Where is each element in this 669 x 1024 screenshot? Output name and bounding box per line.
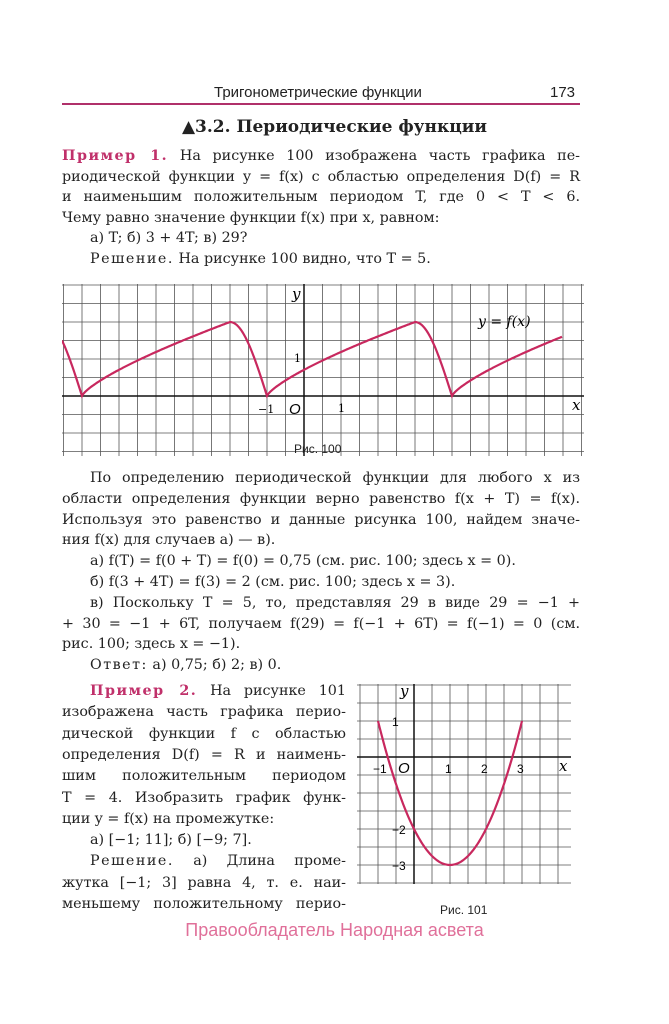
text-line	[62, 810, 346, 828]
text-line	[90, 469, 580, 487]
line-text: меньшему положительному перио-	[62, 896, 346, 912]
figure-101-caption: Рис. 101	[440, 903, 488, 917]
line-text: изображена часть графика перио-	[62, 704, 346, 721]
text-line	[62, 615, 580, 633]
text-line	[90, 682, 346, 700]
y-tick-label: 1	[392, 715, 399, 729]
text-line	[90, 250, 580, 268]
x-axis-label: x	[559, 757, 568, 775]
line-text: шим положительным периодом	[62, 768, 346, 785]
text-line	[90, 831, 346, 849]
example-label: Пример 2.	[90, 683, 198, 699]
y-axis-label: y	[292, 285, 301, 303]
text-line	[90, 552, 580, 570]
example-label: Пример 1.	[62, 148, 169, 164]
origin-label: O	[398, 760, 410, 777]
text-line	[62, 635, 580, 653]
line-text: в) Поскольку T = 5, то, представляя 29 в виде 29 = −1 +	[90, 594, 580, 611]
line-text: T = 4. Изобразить график функ-	[62, 789, 346, 806]
text-line	[90, 656, 580, 674]
text-line	[62, 746, 346, 764]
text-line	[62, 789, 346, 807]
curve-label: y = f(x)	[478, 314, 531, 330]
x-axis-label: x	[572, 396, 581, 414]
figure-100-graph	[62, 284, 584, 456]
line-text: а) Длина проме-	[173, 853, 346, 870]
y-tick-label: −2	[392, 823, 406, 837]
text-line	[62, 703, 346, 721]
line-text: + 30 = −1 + 6T, получаем f(29) = f(−1 + 6T) = f(−1) = 0 (см.	[62, 615, 580, 632]
page-number: 173	[550, 84, 576, 101]
figure-100-caption: Рис. 100	[294, 442, 342, 456]
text-line	[90, 229, 580, 247]
text-line	[62, 531, 580, 549]
solution-label: Решение.	[90, 250, 174, 267]
x-tick-label: 3	[517, 762, 524, 776]
line-text: На рисунке 100 изображена часть графика пе-	[168, 148, 580, 164]
solution-label: Ответ:	[90, 657, 148, 674]
line-text: рис. 100; здесь x = −1).	[62, 636, 241, 653]
x-tick-label: 1	[445, 762, 452, 776]
line-text: а) T; б) 3 + 4T; в) 29?	[90, 230, 248, 246]
line-text: жутка [−1; 3] равна 4, т. е. наи-	[62, 874, 346, 891]
line-text: а) 0,75; б) 2; в) 0.	[147, 657, 282, 674]
text-line	[90, 594, 580, 612]
line-text: и наименьшим положительным периодом T, где 0 < T < 6.	[62, 189, 580, 205]
origin-label: O	[289, 401, 301, 418]
text-line	[62, 490, 580, 508]
line-text: определения D(f) = R и наимень-	[62, 746, 346, 763]
y-tick-label: 1	[294, 352, 301, 365]
header-rule	[62, 103, 580, 105]
line-text: а) [−1; 11]; б) [−9; 7].	[90, 832, 252, 849]
y-axis-label: y	[400, 684, 409, 700]
line-text: На рисунке 101	[197, 683, 346, 699]
line-text: риодической функции y = f(x) с областью определения D(f) = R	[62, 168, 580, 185]
running-title: Тригонометрические функции	[214, 84, 422, 101]
text-line	[62, 188, 580, 206]
x-tick-label: −1	[258, 403, 275, 416]
line-text: Используя это равенство и данные рисунка 100, найдем значе-	[62, 511, 580, 528]
section-title: ▲3.2. Периодические функции	[181, 117, 488, 137]
text-line	[62, 511, 580, 529]
solution-label: Решение.	[90, 853, 174, 870]
line-text: ния f(x) для случаев а) — в).	[62, 532, 276, 549]
line-text: По определению периодической функции для любого x из	[90, 470, 580, 486]
text-line	[90, 852, 346, 870]
line-text: ции y = f(x) на промежутке:	[62, 810, 275, 827]
line-text: Чему равно значение функции f(x) при x, равном:	[62, 209, 440, 226]
text-line	[62, 767, 346, 785]
x-tick-label: 1	[338, 402, 345, 415]
copyright-footer: Правообладатель Народная асвета	[185, 920, 484, 940]
text-line	[62, 168, 580, 186]
figure-101-graph	[357, 684, 571, 884]
text-line	[62, 895, 346, 913]
line-text: а) f(T) = f(0 + T) = f(0) = 0,75 (см. рис. 100; здесь x = 0).	[90, 553, 516, 570]
text-line	[62, 209, 580, 227]
text-line	[62, 874, 346, 892]
line-text: области определения функции верно равенство f(x + T) = f(x).	[62, 490, 580, 507]
text-line	[62, 147, 580, 165]
y-tick-label: −3	[392, 859, 406, 873]
line-text: дической функции f с областью	[62, 725, 346, 742]
text-line	[62, 725, 346, 743]
text-line	[90, 573, 580, 591]
x-tick-label: −1	[373, 762, 387, 776]
x-tick-label: 2	[481, 762, 488, 776]
line-text: На рисунке 100 видно, что T = 5.	[173, 250, 431, 267]
line-text: б) f(3 + 4T) = f(3) = 2 (см. рис. 100; здесь x = 3).	[90, 574, 456, 590]
